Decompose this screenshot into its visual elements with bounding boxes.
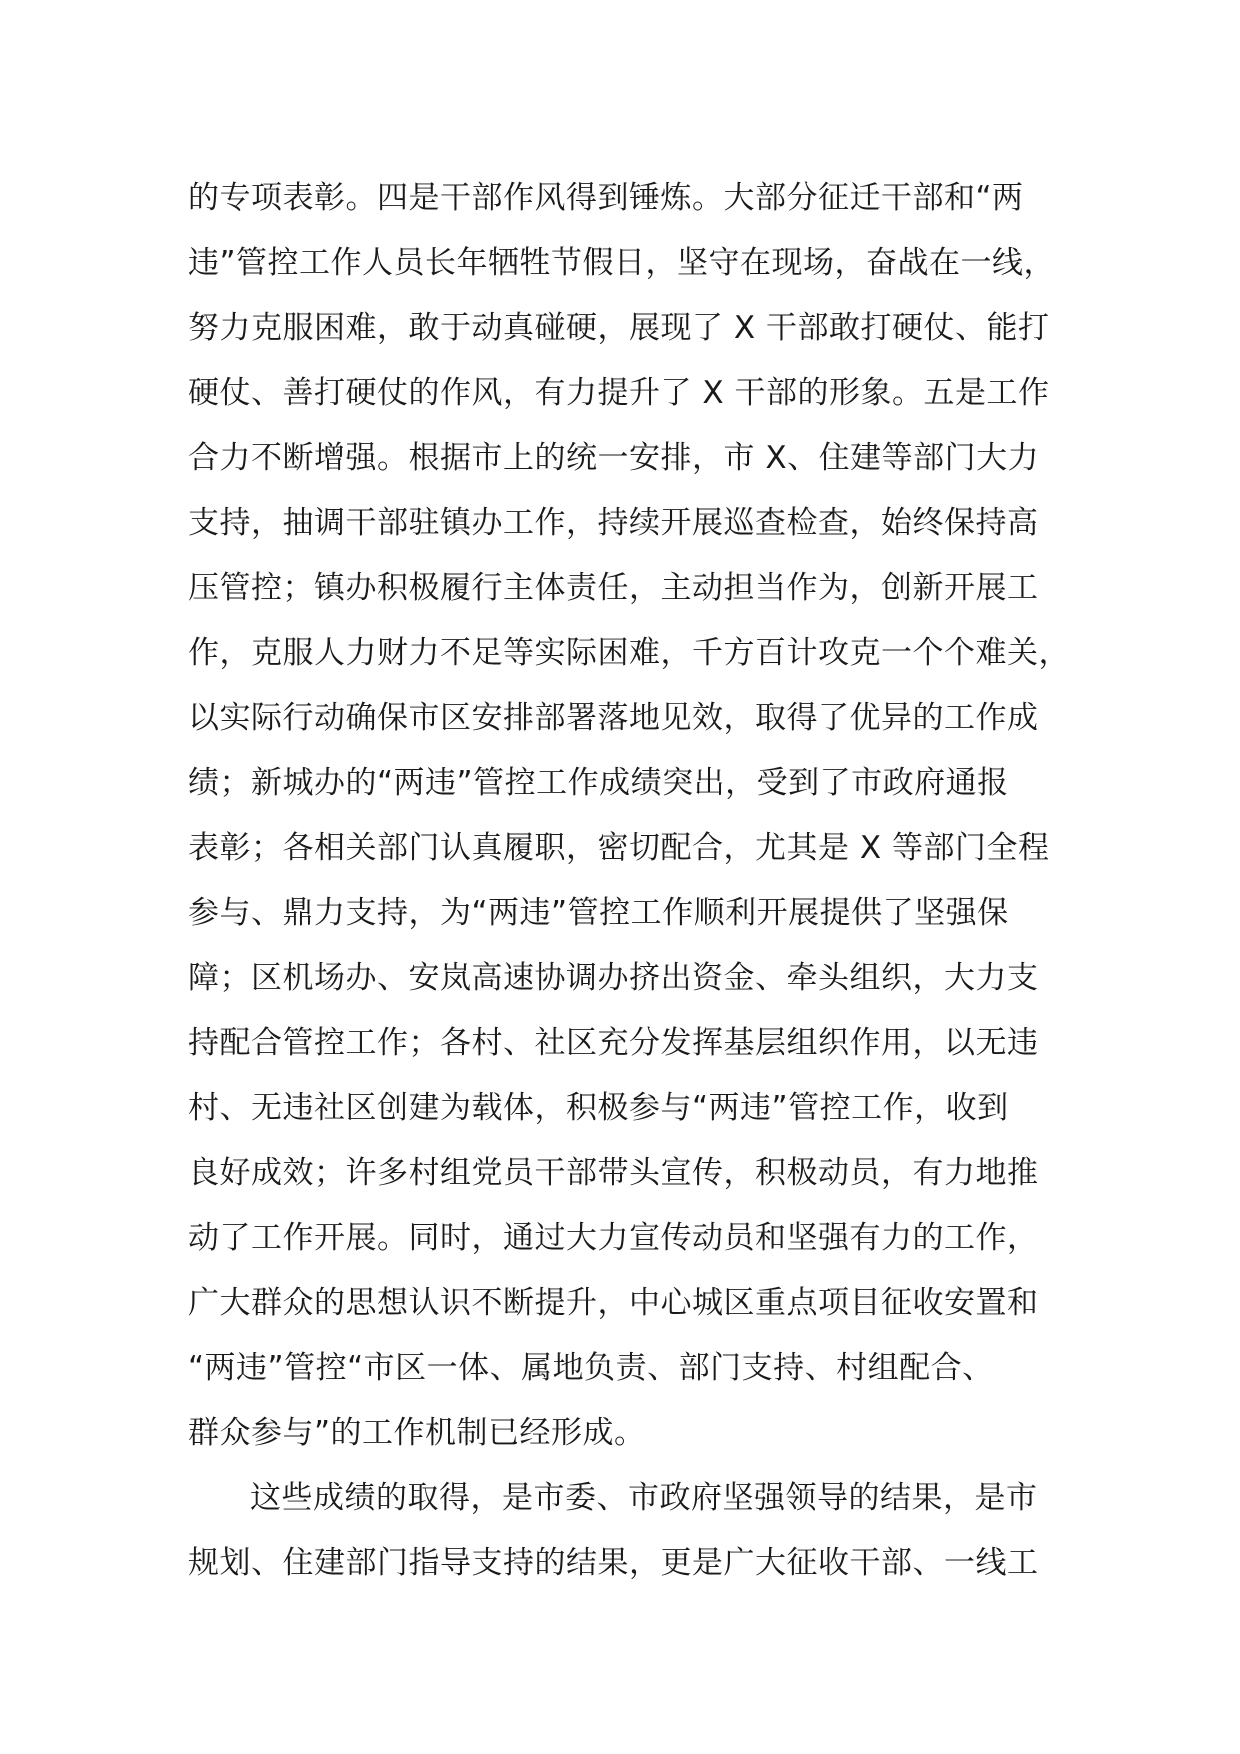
text-line: 支持，抽调干部驻镇办工作，持续开展巡查检查，始终保持高 <box>188 505 1039 541</box>
paragraph-1 <box>188 166 1068 1466</box>
text-line: 压管控；镇办积极履行主体责任，主动担当作为，创新开展工 <box>188 570 1039 606</box>
text-line: 规划、住建部门指导支持的结果，更是广大征收干部、一线工 <box>188 1545 1039 1581</box>
text-line: 努力克服困难，敢于动真碰硬，展现了 X 干部敢打硬仗、能打 <box>188 310 1050 346</box>
text-line: 障；区机场办、安岚高速协调办挤出资金、牵头组织，大力支 <box>188 960 1039 996</box>
text-line: 群众参与”的工作机制已经形成。 <box>188 1415 646 1451</box>
text-line: 这些成绩的取得，是市委、市政府坚强领导的结果，是市 <box>250 1480 1038 1516</box>
text-line: 广大群众的思想认识不断提升，中心城区重点项目征收安置和 <box>188 1285 1039 1321</box>
text-line: 的专项表彰。四是干部作风得到锤炼。大部分征迁干部和“两 <box>188 180 1024 216</box>
text-line: 合力不断增强。根据市上的统一安排，市 X、住建等部门大力 <box>188 440 1040 476</box>
document-body <box>188 166 1068 1596</box>
text-line: 参与、鼎力支持，为“两违”管控工作顺利开展提供了坚强保 <box>188 895 1009 931</box>
text-line: 良好成效；许多村组党员干部带头宣传，积极动员，有力地推 <box>188 1155 1039 1191</box>
text-line: 以实际行动确保市区安排部署落地见效，取得了优异的工作成 <box>188 700 1039 736</box>
text-line: “两违”管控“市区一体、属地负责、部门支持、村组配合、 <box>188 1350 994 1386</box>
text-line: 村、无违社区创建为载体，积极参与“两违”管控工作，收到 <box>188 1090 1009 1126</box>
text-line: 动了工作开展。同时，通过大力宣传动员和坚强有力的工作， <box>188 1220 1039 1256</box>
text-line: 违”管控工作人员长年牺牲节假日，坚守在现场，奋战在一线， <box>188 245 1056 281</box>
text-line: 硬仗、善打硬仗的作风，有力提升了 X 干部的形象。五是工作 <box>188 375 1050 411</box>
text-line: 持配合管控工作；各村、社区充分发挥基层组织作用，以无违 <box>188 1025 1039 1061</box>
text-line: 作，克服人力财力不足等实际困难，千方百计攻克一个个难关， <box>188 635 1070 671</box>
text-line: 表彰；各相关部门认真履职，密切配合，尤其是 X 等部门全程 <box>188 830 1050 866</box>
text-line: 绩；新城办的“两违”管控工作成绩突出，受到了市政府通报 <box>188 765 1009 801</box>
paragraph-2 <box>188 1466 1068 1596</box>
